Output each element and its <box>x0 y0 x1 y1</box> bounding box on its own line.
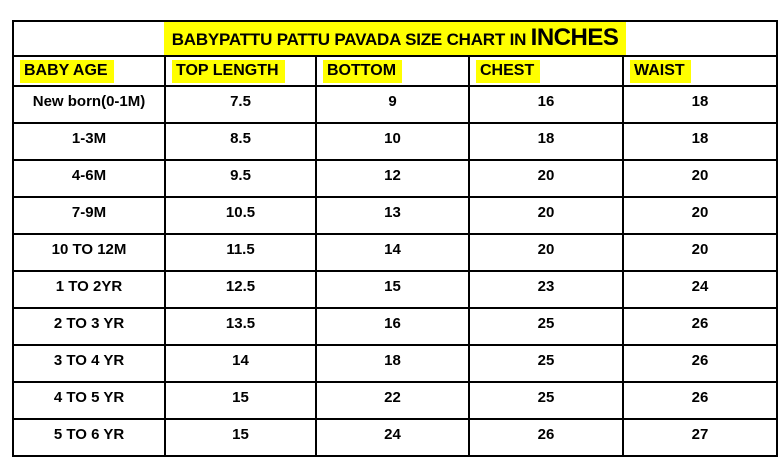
cell-chest: 18 <box>469 123 623 160</box>
cell-bottom: 18 <box>316 345 469 382</box>
column-header-bottom: BOTTOM <box>316 56 469 86</box>
table-row <box>13 345 777 382</box>
cell-waist: 18 <box>623 86 777 123</box>
cell-top-length: 13.5 <box>165 308 316 345</box>
column-header-waist: WAIST <box>623 56 777 86</box>
cell-waist: 18 <box>623 123 777 160</box>
cell-chest: 26 <box>469 419 623 456</box>
cell-top-length: 10.5 <box>165 197 316 234</box>
cell-top-length: 12.5 <box>165 271 316 308</box>
cell-bottom: 14 <box>316 234 469 271</box>
table-row <box>13 234 777 271</box>
table-row <box>13 160 777 197</box>
cell-waist: 26 <box>623 345 777 382</box>
title-row <box>13 21 777 56</box>
size-chart-table <box>12 20 778 457</box>
chart-title-highlight <box>164 22 627 55</box>
cell-chest: 25 <box>469 308 623 345</box>
chart-title-text: BABYPATTU PATTU PAVADA SIZE CHART IN <box>171 30 527 49</box>
cell-baby-age: 10 TO 12M <box>13 234 165 271</box>
cell-chest: 25 <box>469 382 623 419</box>
column-header-top-length: TOP LENGTH <box>165 56 316 86</box>
cell-bottom: 13 <box>316 197 469 234</box>
cell-chest: 16 <box>469 86 623 123</box>
cell-top-length: 15 <box>165 382 316 419</box>
cell-chest: 20 <box>469 197 623 234</box>
table-body <box>13 86 777 456</box>
cell-top-length: 11.5 <box>165 234 316 271</box>
cell-bottom: 22 <box>316 382 469 419</box>
cell-bottom: 9 <box>316 86 469 123</box>
cell-bottom: 24 <box>316 419 469 456</box>
cell-bottom: 10 <box>316 123 469 160</box>
table-row <box>13 123 777 160</box>
cell-baby-age: 4 TO 5 YR <box>13 382 165 419</box>
chart-title-unit: INCHES <box>530 24 619 51</box>
cell-baby-age: 2 TO 3 YR <box>13 308 165 345</box>
table-row <box>13 271 777 308</box>
cell-top-length: 9.5 <box>165 160 316 197</box>
cell-waist: 20 <box>623 160 777 197</box>
cell-top-length: 7.5 <box>165 86 316 123</box>
cell-chest: 20 <box>469 234 623 271</box>
table-row <box>13 308 777 345</box>
table-row <box>13 419 777 456</box>
cell-chest: 23 <box>469 271 623 308</box>
cell-waist: 26 <box>623 382 777 419</box>
cell-chest: 20 <box>469 160 623 197</box>
cell-top-length: 14 <box>165 345 316 382</box>
cell-baby-age: 1 TO 2YR <box>13 271 165 308</box>
header-row <box>13 56 777 86</box>
cell-chest: 25 <box>469 345 623 382</box>
cell-baby-age: New born(0-1M) <box>13 86 165 123</box>
cell-waist: 20 <box>623 197 777 234</box>
column-header-baby-age: BABY AGE <box>13 56 165 86</box>
column-header-chest: CHEST <box>469 56 623 86</box>
cell-baby-age: 1-3M <box>13 123 165 160</box>
table-row <box>13 382 777 419</box>
cell-baby-age: 5 TO 6 YR <box>13 419 165 456</box>
table-row <box>13 197 777 234</box>
cell-top-length: 15 <box>165 419 316 456</box>
table-row <box>13 86 777 123</box>
cell-waist: 27 <box>623 419 777 456</box>
cell-bottom: 16 <box>316 308 469 345</box>
cell-baby-age: 4-6M <box>13 160 165 197</box>
cell-bottom: 15 <box>316 271 469 308</box>
chart-title <box>13 21 777 56</box>
cell-baby-age: 3 TO 4 YR <box>13 345 165 382</box>
cell-bottom: 12 <box>316 160 469 197</box>
cell-waist: 26 <box>623 308 777 345</box>
cell-top-length: 8.5 <box>165 123 316 160</box>
cell-baby-age: 7-9M <box>13 197 165 234</box>
cell-waist: 20 <box>623 234 777 271</box>
cell-waist: 24 <box>623 271 777 308</box>
